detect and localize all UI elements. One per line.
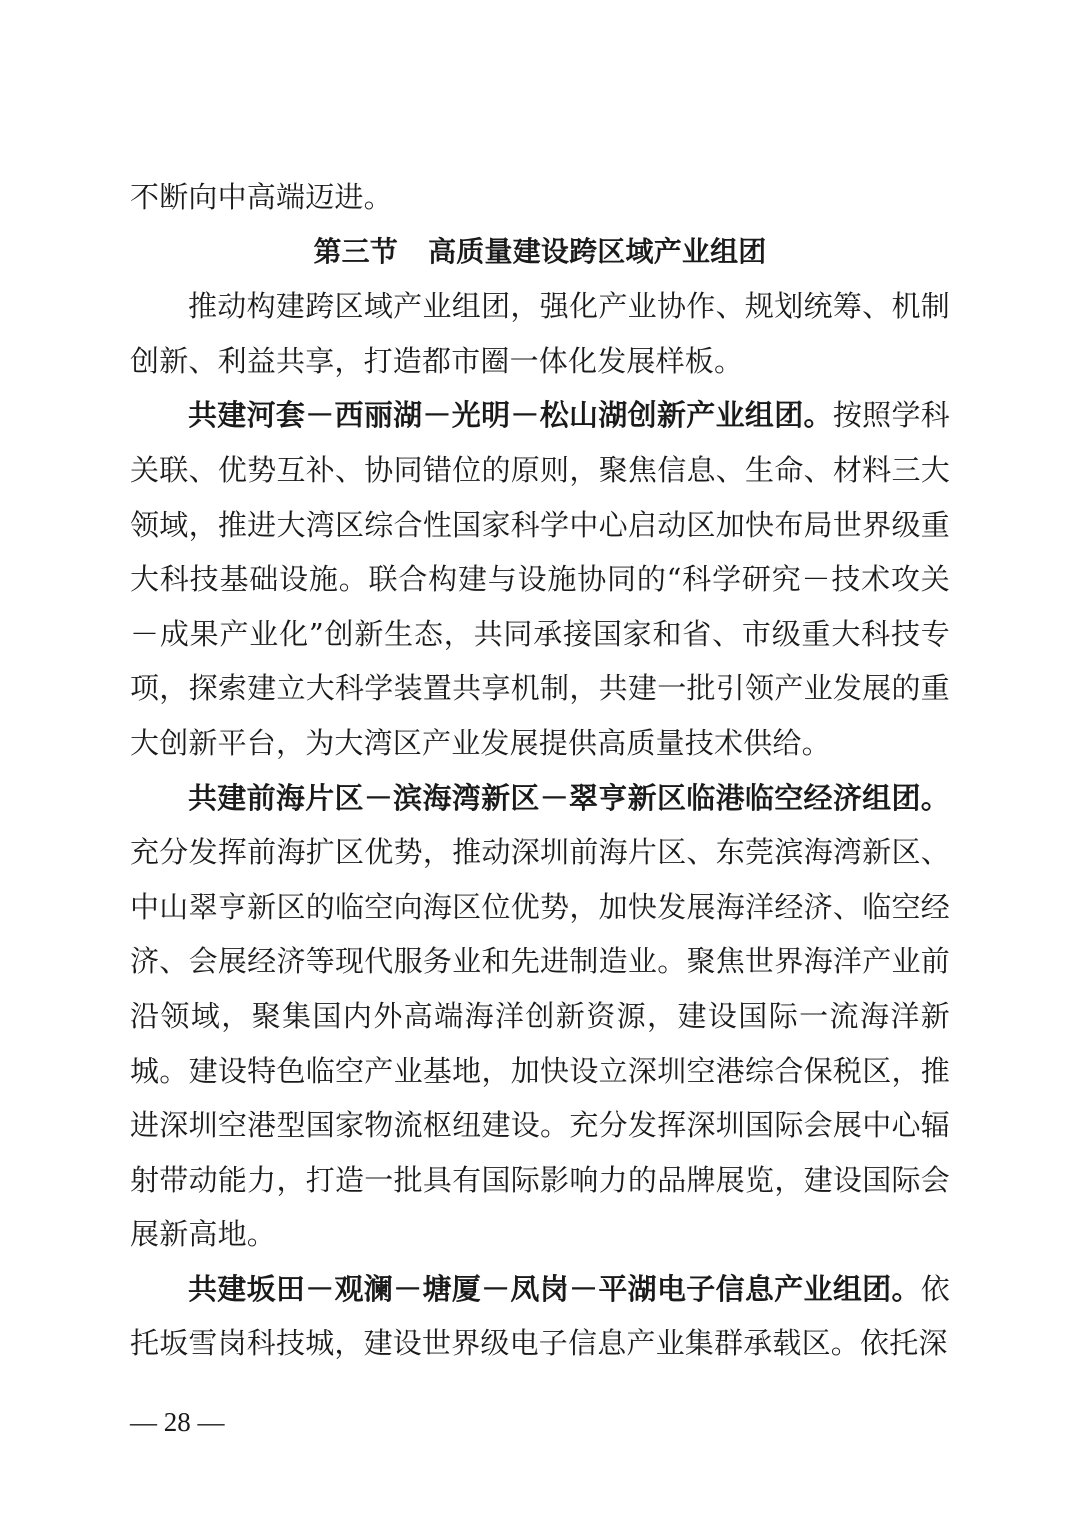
paragraph-lead: 共建前海片区－滨海湾新区－翠亨新区临港临空经济组团。 xyxy=(188,780,950,815)
intro-paragraph: 推动构建跨区域产业组团，强化产业协作、规划统筹、机制创新、利益共享，打造都市圈一体化发展样板。 xyxy=(130,289,950,378)
page-number: — 28 — xyxy=(130,1407,225,1437)
paragraph-innovation-cluster xyxy=(130,388,950,770)
section-title: 高质量建设跨区域产业组团 xyxy=(428,234,767,268)
paragraph-body: 充分发挥前海扩区优势，推动深圳前海片区、东莞滨海湾新区、中山翠亨新区的临空向海区位优势，加快发展海洋经济、临空经济、会展经济等现代服务业和先进制造业。聚焦世界海洋产业前沿领域，聚集国内外高端海洋创新资源，建设国际一流海洋新城。建设特色临空产业基地，加快设立深圳空港综合保税区，推进深圳空港型国家物流枢纽建设。充分发挥深圳国际会展中心辐射带动能力，打造一批具有国际影响力的品牌展览，建设国际会展新高地。 xyxy=(130,835,950,1252)
paragraph-port-airport-cluster xyxy=(130,771,950,1262)
paragraph-body: 按照学科关联、优势互补、协同错位的原则，聚焦信息、生命、材料三大领域，推进大湾区综合性国家科学中心启动区加快布局世界级重大科技基础设施。联合构建与设施协同的“科学研究－技术攻关－成果产业化”创新生态，共同承接国家和省、市级重大科技专项，探索建立大科学装置共享机制，共建一批引领产业发展的重大创新平台，为大湾区产业发展提供高质量技术供给。 xyxy=(130,398,950,760)
paragraph-lead: 共建坂田－观澜－塘厦－凤岗－平湖电子信息产业组团。 xyxy=(188,1271,921,1306)
paragraph-lead: 共建河套－西丽湖－光明－松山湖创新产业组团。 xyxy=(188,398,833,433)
paragraph-electronics-cluster xyxy=(130,1262,950,1371)
body-text xyxy=(130,170,950,1371)
section-heading xyxy=(130,225,950,280)
section-number: 第三节 xyxy=(313,234,399,268)
continuation-text: 不断向中高端迈进。 xyxy=(130,180,393,214)
paragraph-body: 依托坂雪岗科技城，建设世界级电子信息产业集群承载区。依托深 xyxy=(130,1271,950,1361)
